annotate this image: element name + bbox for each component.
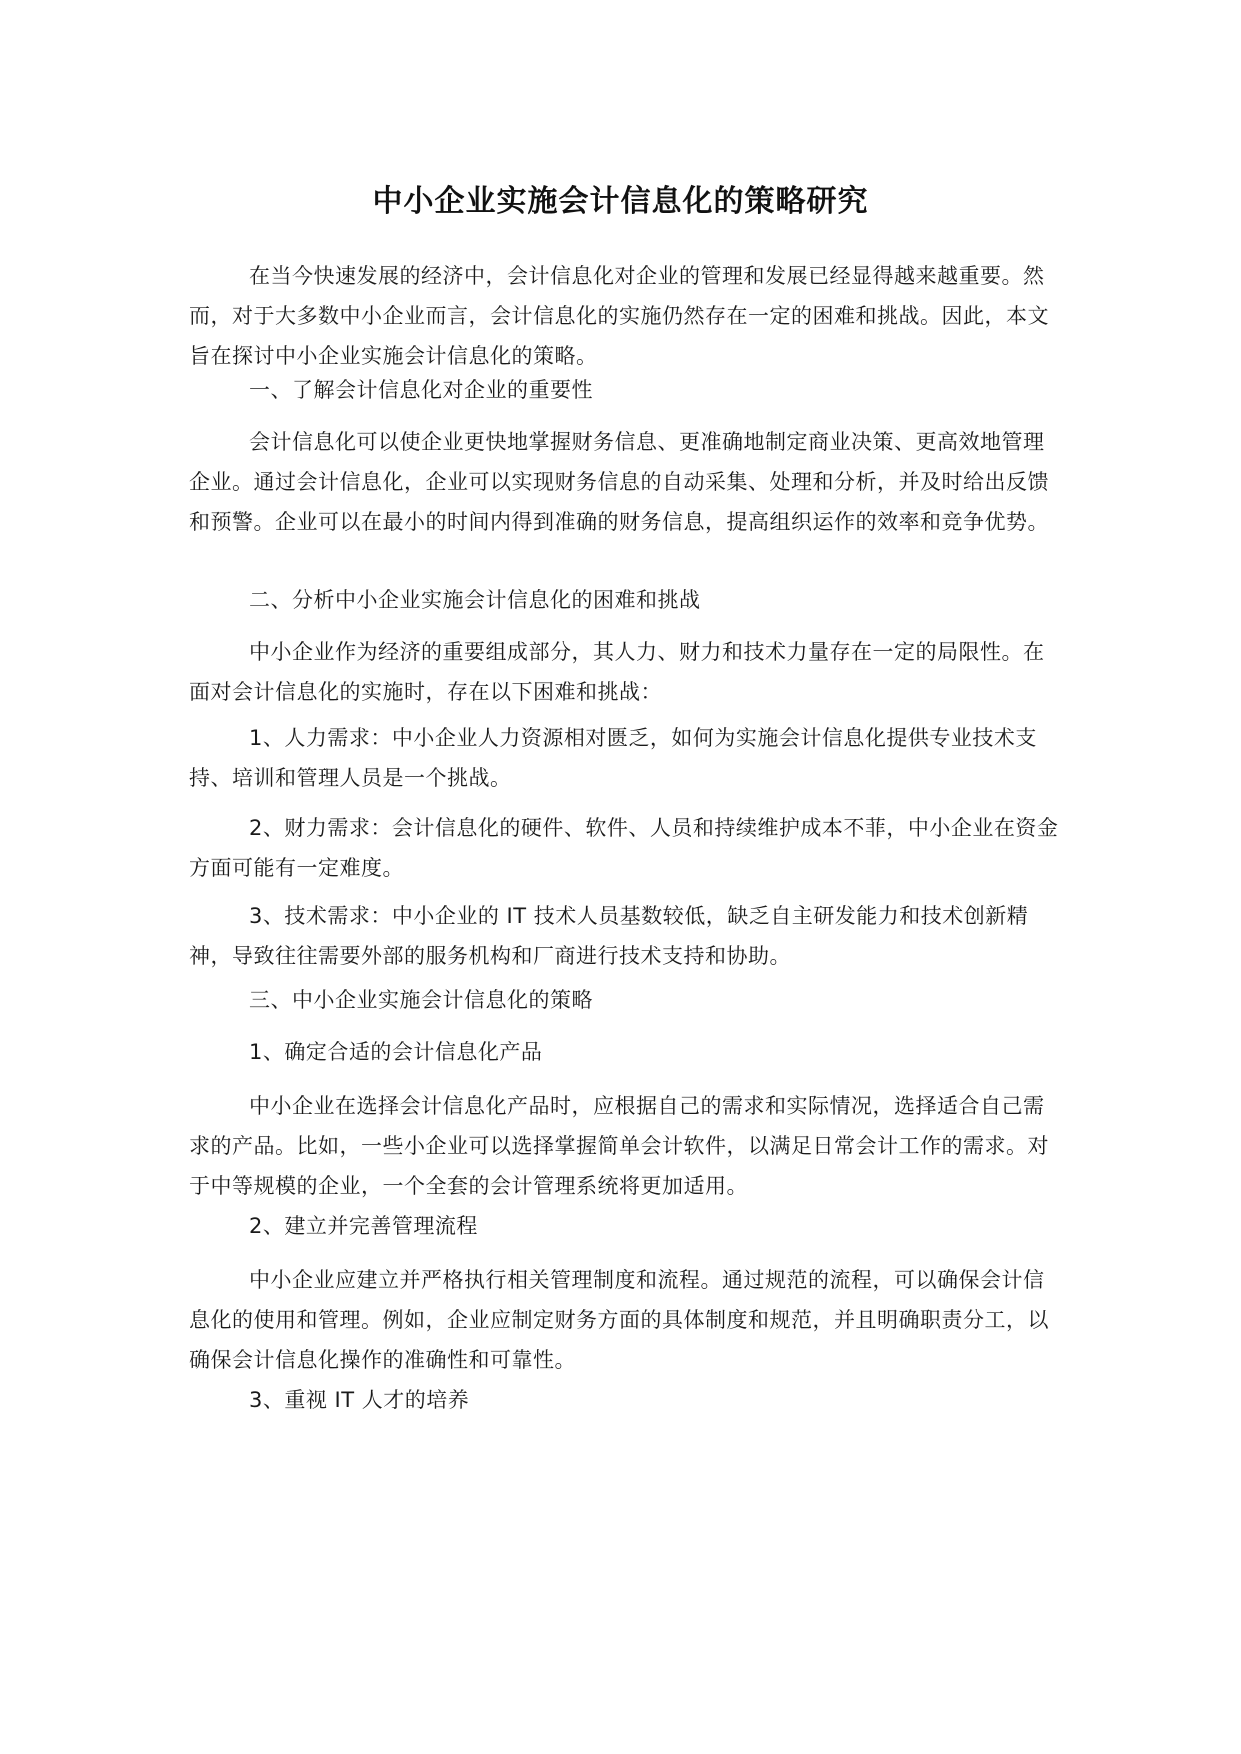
intro-paragraph: 在当今快速发展的经济中，会计信息化对企业的管理和发展已经显得越来越重要。然而，对于大多数中小企业而言，会计信息化的实施仍然存在一定的困难和挑战。因此，本文旨在探讨中小企业实施会计信息化的策略。 (189, 264, 1049, 368)
section-3-sub-2-heading: 2、建立并完善管理流程 (249, 1214, 478, 1238)
section-3-sub-3-heading: 3、重视 IT 人才的培养 (249, 1388, 470, 1412)
section-2-item-2: 2、财力需求：会计信息化的硬件、软件、人员和持续维护成本不菲，中小企业在资金方面可能有一定难度。 (189, 816, 1059, 880)
section-2-item-1: 1、人力需求：中小企业人力资源相对匮乏，如何为实施会计信息化提供专业技术支持、培训和管理人员是一个挑战。 (189, 726, 1037, 790)
section-2-item-3: 3、技术需求：中小企业的 IT 技术人员基数较低，缺乏自主研发能力和技术创新精神，导致往往需要外部的服务机构和厂商进行技术支持和协助。 (189, 904, 1029, 968)
section-2-heading: 二、分析中小企业实施会计信息化的困难和挑战 (249, 588, 701, 612)
section-3-sub-1-paragraph: 中小企业在选择会计信息化产品时，应根据自己的需求和实际情况，选择适合自己需求的产品。比如，一些小企业可以选择掌握简单会计软件，以满足日常会计工作的需求。对于中等规模的企业，一个全套的会计管理系统将更加适用。 (189, 1094, 1049, 1198)
section-1-paragraph: 会计信息化可以使企业更快地掌握财务信息、更准确地制定商业决策、更高效地管理企业。通过会计信息化，企业可以实现财务信息的自动采集、处理和分析，并及时给出反馈和预警。企业可以在最小的时间内得到准确的财务信息，提高组织运作的效率和竞争优势。 (189, 430, 1049, 534)
section-3-sub-2-paragraph: 中小企业应建立并严格执行相关管理制度和流程。通过规范的流程，可以确保会计信息化的使用和管理。例如，企业应制定财务方面的具体制度和规范，并且明确职责分工，以确保会计信息化操作的准确性和可靠性。 (189, 1268, 1049, 1372)
document-title: 中小企业实施会计信息化的策略研究 (372, 184, 869, 219)
section-1-heading: 一、了解会计信息化对企业的重要性 (249, 378, 593, 402)
section-2-paragraph: 中小企业作为经济的重要组成部分，其人力、财力和技术力量存在一定的局限性。在面对会计信息化的实施时，存在以下困难和挑战： (189, 640, 1045, 704)
section-3-sub-1-heading: 1、确定合适的会计信息化产品 (249, 1040, 543, 1064)
section-3-heading: 三、中小企业实施会计信息化的策略 (249, 988, 593, 1012)
